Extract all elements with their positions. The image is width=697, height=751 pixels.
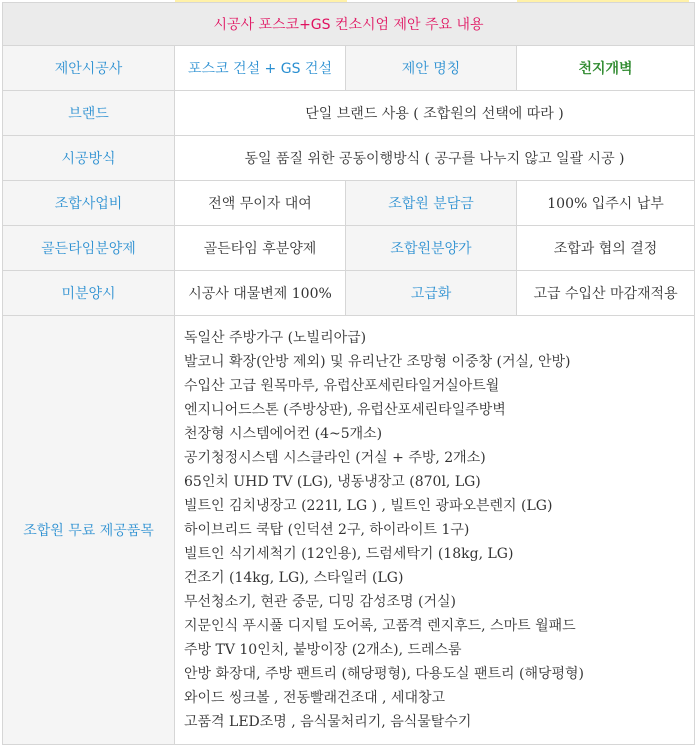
builder-label: 제안시공사	[3, 46, 175, 91]
premium-value: 고급 수입산 마감재적용	[517, 271, 695, 316]
proposal-name-label: 제안 명칭	[346, 46, 517, 91]
premium-label: 고급화	[346, 271, 517, 316]
member-share-value: 100% 입주시 납부	[517, 181, 695, 226]
list-item: 독일산 주방가구 (노빌리아급)	[184, 330, 367, 346]
free-items-label: 조합원 무료 제공품목	[3, 316, 175, 745]
golden-time-label: 골든타임분양제	[3, 226, 175, 271]
project-cost-value: 전액 무이자 대여	[175, 181, 346, 226]
golden-time-value: 골든타임 후분양제	[175, 226, 346, 271]
brand-value: 단일 브랜드 사용 ( 조합원의 선택에 따라 )	[175, 91, 695, 136]
table-title: 시공사 포스코+GS 컨소시엄 제안 주요 내용	[3, 3, 695, 46]
list-item: 무선청소기, 현관 중문, 디밍 감성조명 (거실)	[184, 594, 456, 610]
list-item: 건조기 (14kg, LG), 스타일러 (LG)	[184, 570, 404, 586]
member-price-label: 조합원분양가	[346, 226, 517, 271]
project-cost-label: 조합사업비	[3, 181, 175, 226]
list-item: 주방 TV 10인치, 붙방이장 (2개소), 드레스룸	[184, 642, 462, 658]
method-value: 동일 품질 위한 공동이행방식 ( 공구를 나누지 않고 일괄 시공 )	[175, 136, 695, 181]
list-item: 공기청정시스템 시스클라인 (거실 + 주방, 2개소)	[184, 450, 486, 466]
unsold-label: 미분양시	[3, 271, 175, 316]
proposal-table	[2, 2, 695, 745]
member-share-label: 조합원 분담금	[346, 181, 517, 226]
free-items-list	[175, 316, 695, 745]
list-item: 안방 화장대, 주방 팬트리 (해당평형), 다용도실 팬트리 (해당평형)	[184, 666, 584, 682]
list-item: 지문인식 푸시풀 디지털 도어록, 고품격 렌지후드, 스마트 월패드	[184, 618, 576, 634]
method-label: 시공방식	[3, 136, 175, 181]
brand-label: 브랜드	[3, 91, 175, 136]
proposal-name-value: 천지개벽	[517, 46, 695, 91]
list-item: 엔지니어드스톤 (주방상판), 유럽산포세린타일주방벽	[184, 402, 506, 418]
list-item: 빌트인 김치냉장고 (221l, LG ) , 빌트인 광파오븐렌지 (LG)	[184, 498, 553, 514]
list-item: 발코니 확장(안방 제외) 및 유리난간 조망형 이중창 (거실, 안방)	[184, 354, 571, 370]
builder-value: 포스코 건설 + GS 건설	[175, 46, 346, 91]
list-item: 천장형 시스템에어컨 (4~5개소)	[184, 426, 383, 442]
list-item: 고품격 LED조명 , 음식물처리기, 음식물탈수기	[184, 714, 472, 730]
unsold-value: 시공사 대물변제 100%	[175, 271, 346, 316]
list-item: 수입산 고급 원목마루, 유럽산포세린타일거실아트월	[184, 378, 500, 394]
list-item: 65인치 UHD TV (LG), 냉동냉장고 (870l, LG)	[184, 474, 481, 490]
list-item: 빌트인 식기세척기 (12인용), 드럼세탁기 (18kg, LG)	[184, 546, 514, 562]
member-price-value: 조합과 협의 결정	[517, 226, 695, 271]
list-item: 와이드 씽크볼 , 전동빨래건조대 , 세대창고	[184, 690, 446, 706]
list-item: 하이브리드 쿡탑 (인덕션 2구, 하이라이트 1구)	[184, 522, 470, 538]
